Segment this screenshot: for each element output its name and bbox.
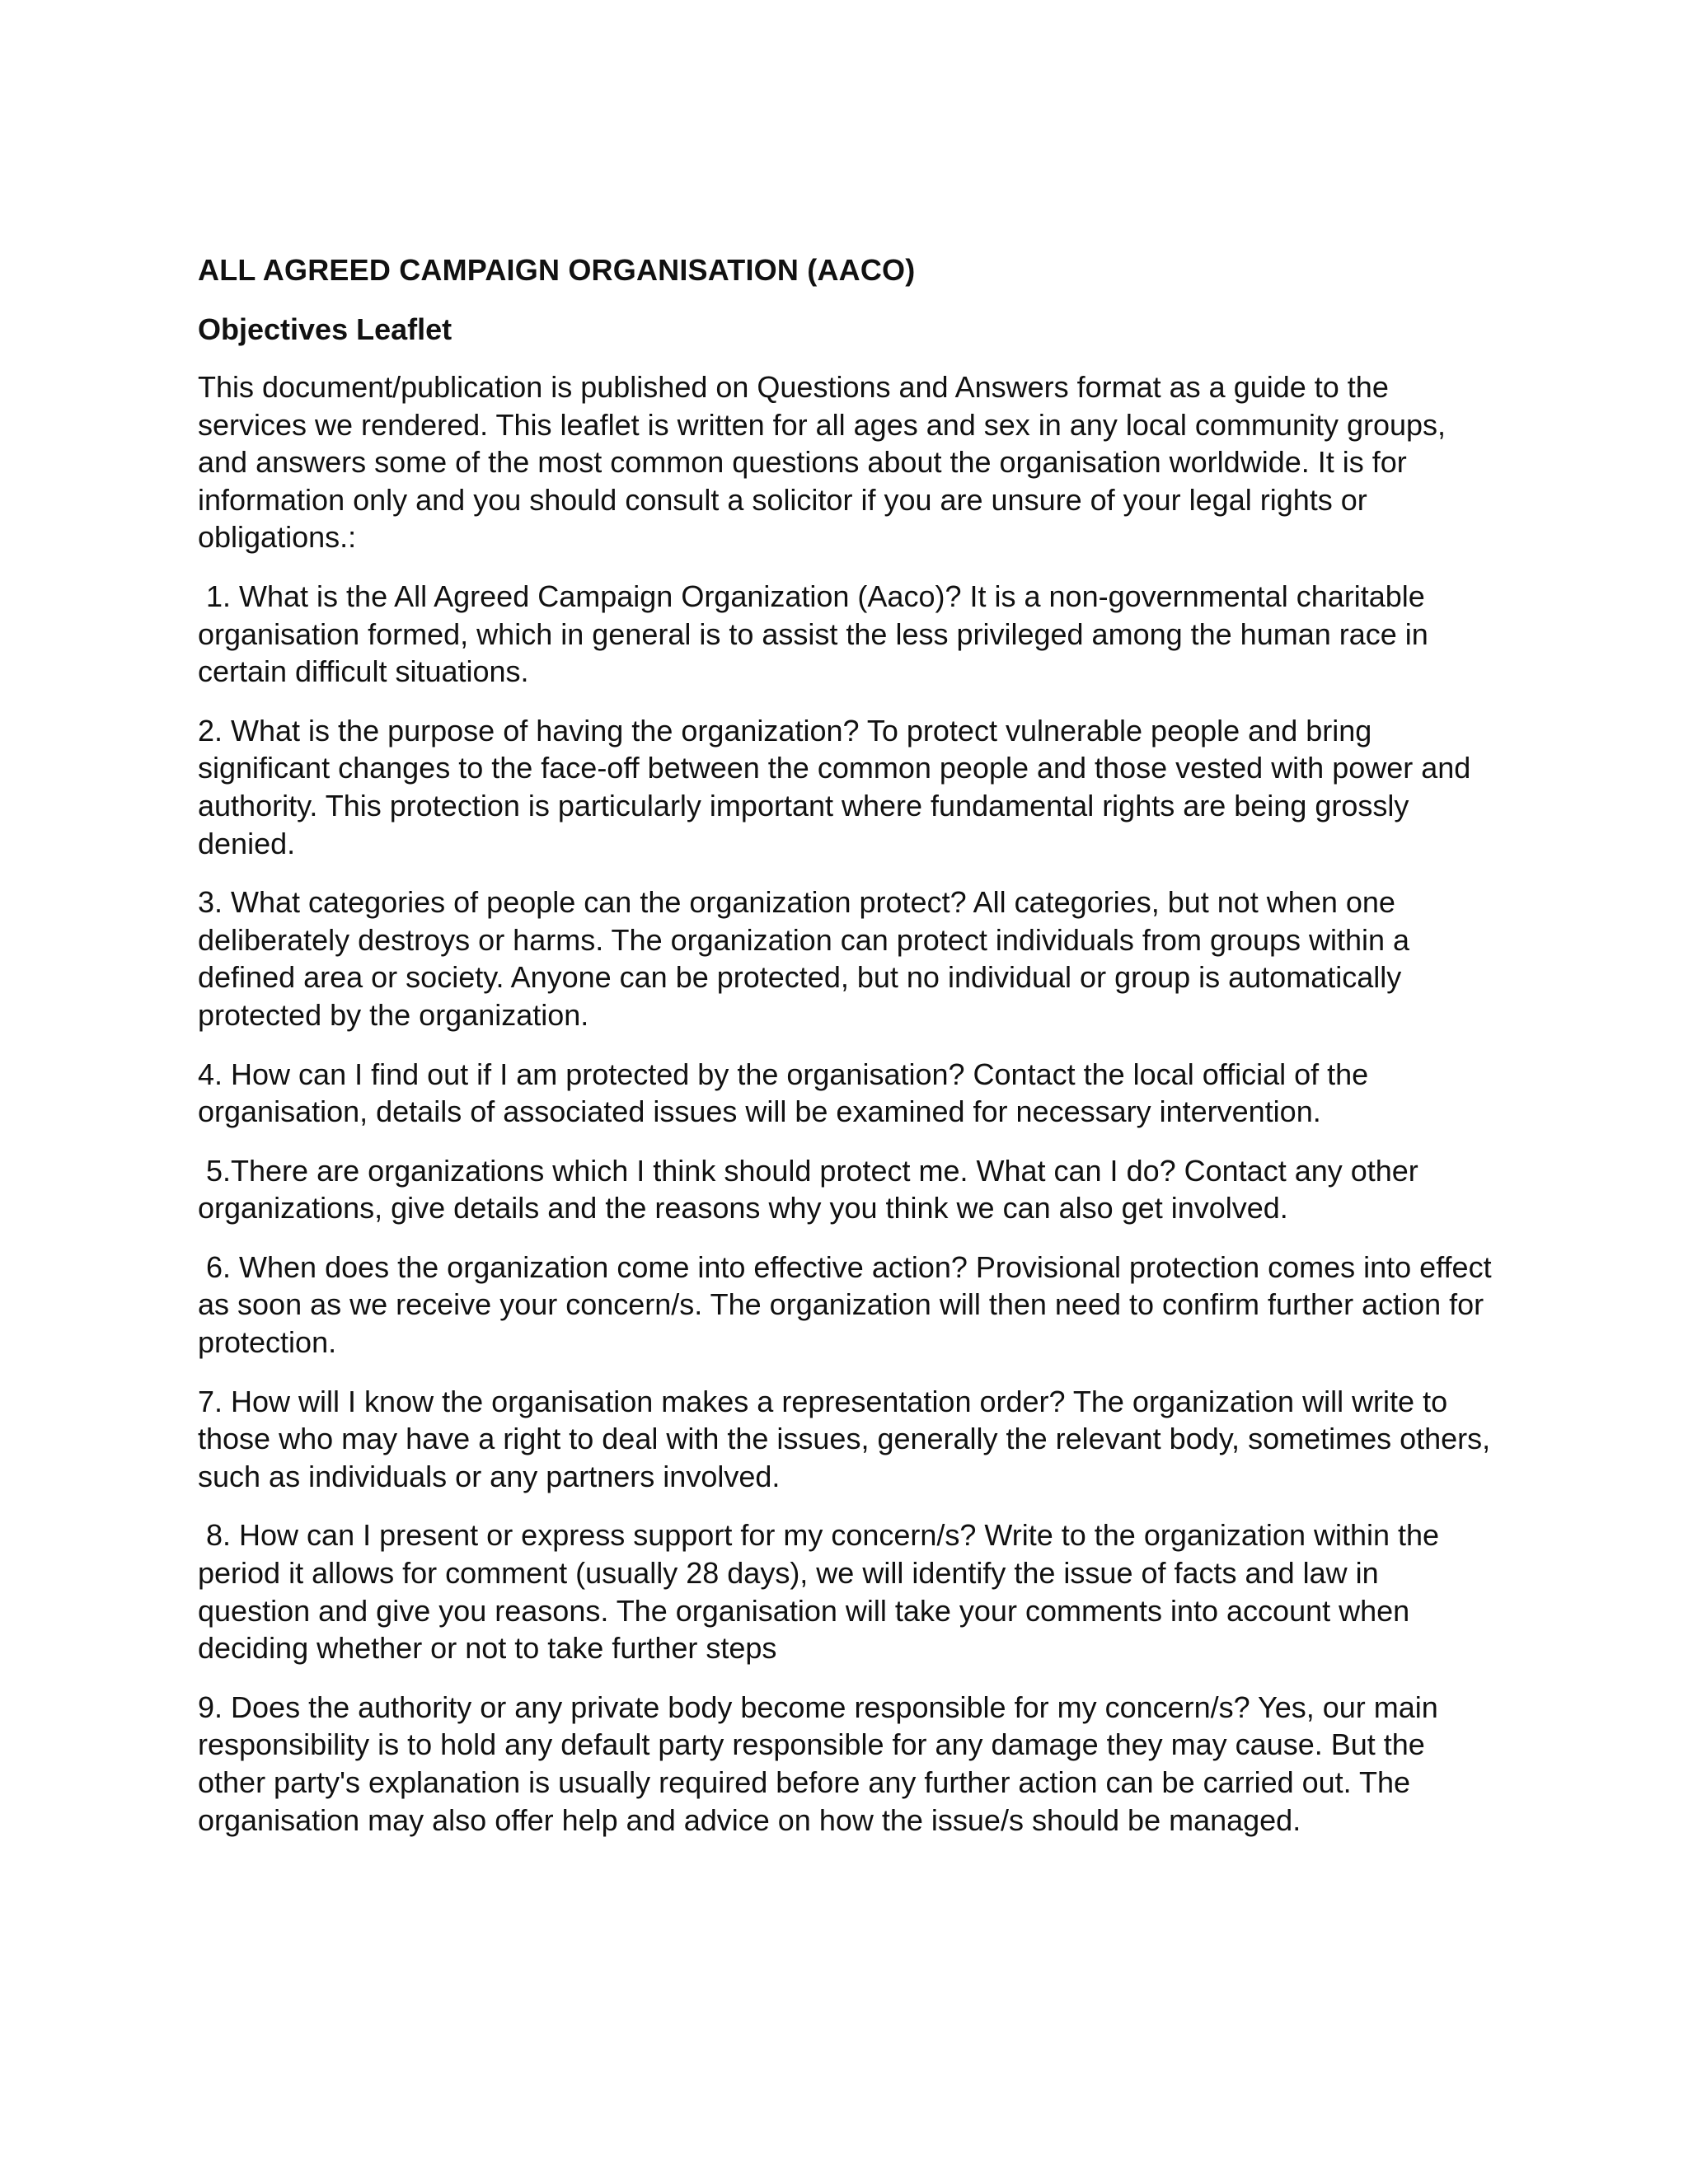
qa-item-6: 6. When does the organization come into effective action? Provisional protection comes into effect as soon as we receive your concern/s. The organization will then need to confirm further action for protection. <box>198 1249 1492 1360</box>
qa-item-1: 1. What is the All Agreed Campaign Organization (Aaco)? It is a non-governmental charitable organisation formed, which in general is to assist the less privileged among the human race in certain difficult situations. <box>198 579 1428 689</box>
qa-item-4: 4. How can I find out if I am protected by the organisation? Contact the local official of the organisation, details of associated issues will be examined for necessary intervention. <box>198 1057 1369 1129</box>
qa-item-7: 7. How will I know the organisation makes a representation order? The organization will write to those who may have a right to deal with the issues, generally the relevant body, sometimes others, such as individuals or any partners involved. <box>198 1384 1491 1493</box>
document-title: ALL AGREED CAMPAIGN ORGANISATION (AACO) <box>198 253 916 287</box>
qa-item-5: 5.There are organizations which I think should protect me. What can I do? Contact any other organizations, give details and the reasons why you think we can also get involved. <box>198 1153 1418 1226</box>
document-page <box>198 251 1493 1839</box>
intro-paragraph: This document/publication is published on Questions and Answers format as a guide to the services we rendered. This leaflet is written for all ages and sex in any local community groups, and answers some of the most common questions about the organisation worldwide. It is for information only and you should consult a solicitor if you are unsure of your legal rights or obligations.: <box>198 370 1447 555</box>
qa-item-3: 3. What categories of people can the organization protect? All categories, but not when one deliberately destroys or harms. The organization can protect individuals from groups within a defined area or society. Anyone can be protected, but no individual or group is automatically protected by the organization. <box>198 885 1410 1032</box>
qa-item-9: 9. Does the authority or any private body become responsible for my concern/s? Yes, our main responsibility is to hold any default party responsible for any damage they may cause. But the other party's explanation is usually required before any further action can be carried out. The organisation may also offer help and advice on how the issue/s should be managed. <box>198 1690 1438 1837</box>
qa-item-8: 8. How can I present or express support for my concern/s? Write to the organization within the period it allows for comment (usually 28 days), we will identify the issue of facts and law in question and give you reasons. The organisation will take your comments into account when deciding whether or not to take further steps <box>198 1518 1440 1666</box>
document-subtitle: Objectives Leaflet <box>198 312 452 346</box>
qa-item-2: 2. What is the purpose of having the organization? To protect vulnerable people and bring significant changes to the face-off between the common people and those vested with power and authority. This protection is particularly important where fundamental rights are being grossly denied. <box>198 713 1471 860</box>
